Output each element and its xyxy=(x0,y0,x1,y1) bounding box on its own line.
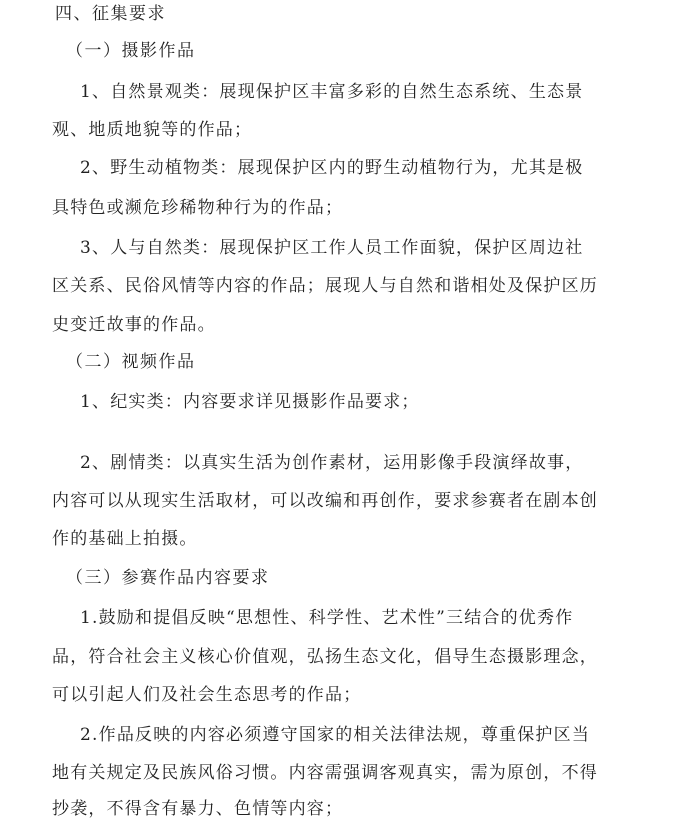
video-works-heading: （二）视频作品 xyxy=(66,352,196,372)
content-item2-line2: 地有关规定及民族风俗习惯。内容需强调客观真实，需为原创，不得 xyxy=(52,763,598,783)
content-item1-line1: 1.鼓励和提倡反映“思想性、科学性、艺术性”三结合的优秀作 xyxy=(80,608,574,628)
section-heading: 四、征集要求 xyxy=(55,4,166,24)
content-item1-line3: 可以引起人们及社会生态思考的作品； xyxy=(52,685,362,705)
photo-item3-line3: 史变迁故事的作品。 xyxy=(52,315,216,335)
video-item2-line1: 2、剧情类：以真实生活为创作素材，运用影像手段演绎故事， xyxy=(80,453,584,473)
photo-item1-line2: 观、地质地貌等的作品； xyxy=(52,120,253,140)
video-item2-line2: 内容可以从现实生活取材，可以改编和再创作，要求参赛者在剧本创 xyxy=(52,491,598,511)
content-requirements-heading: （三）参赛作品内容要求 xyxy=(66,568,270,588)
video-item1-line1: 1、纪实类：内容要求详见摄影作品要求； xyxy=(80,392,420,412)
photo-item2-line1: 2、野生动植物类：展现保护区内的野生动植物行为，尤其是极 xyxy=(80,158,584,178)
photo-item1-line1: 1、自然景观类：展现保护区丰富多彩的自然生态系统、生态景 xyxy=(80,82,584,102)
content-item1-line2: 品，符合社会主义核心价值观，弘扬生态文化，倡导生态摄影理念， xyxy=(52,647,598,667)
content-item2-line1: 2.作品反映的内容必须遵守国家的相关法律法规，尊重保护区当 xyxy=(80,725,591,745)
video-item2-line3: 作的基础上拍摄。 xyxy=(52,529,198,549)
photo-item3-line2: 区关系、民俗风情等内容的作品；展现人与自然和谐相处及保护区历 xyxy=(52,276,598,296)
photo-item3-line1: 3、人与自然类：展现保护区工作人员工作面貌，保护区周边社 xyxy=(80,238,584,258)
content-item2-line3: 抄袭，不得含有暴力、色情等内容； xyxy=(52,799,344,819)
photo-works-heading: （一）摄影作品 xyxy=(66,41,196,61)
photo-item2-line2: 具特色或濒危珍稀物种行为的作品； xyxy=(52,198,344,218)
